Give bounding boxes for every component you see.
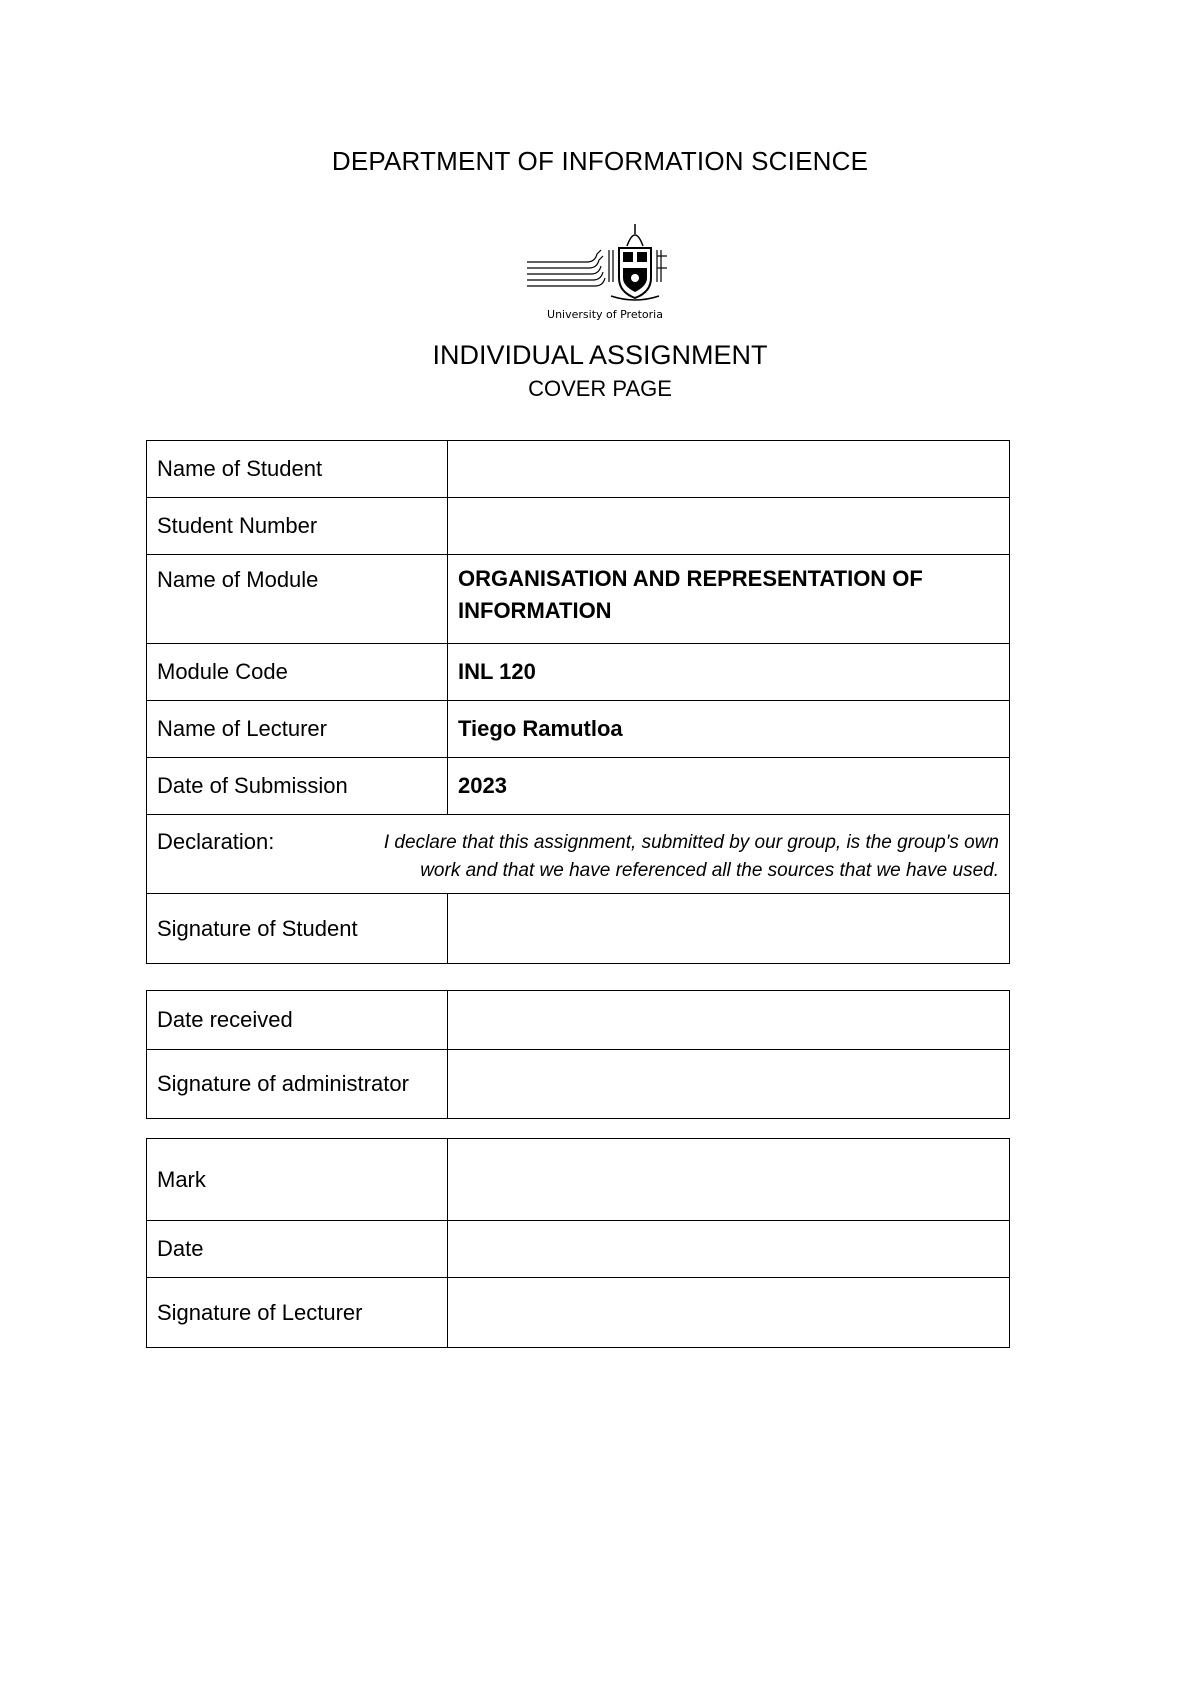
module-code-label: Module Code	[147, 644, 448, 701]
date-received-field[interactable]	[448, 991, 1010, 1050]
marking-date-field[interactable]	[448, 1221, 1010, 1278]
table-row	[147, 555, 1010, 644]
logo-wordmark: University of Pretoria	[547, 308, 663, 321]
mark-field[interactable]	[448, 1139, 1010, 1221]
submission-date-label: Date of Submission	[147, 758, 448, 815]
declaration-cell	[147, 815, 1010, 894]
table-row	[147, 1221, 1010, 1278]
assignment-title: INDIVIDUAL ASSIGNMENT	[432, 340, 768, 370]
table-row	[147, 644, 1010, 701]
admin-table	[146, 990, 1010, 1119]
module-code-value: INL 120	[448, 644, 1010, 701]
student-signature-field[interactable]	[448, 894, 1010, 964]
table-row	[147, 1050, 1010, 1119]
declaration-text-line2: work and that we have referenced all the sources that we have used.	[420, 860, 999, 881]
table-row	[147, 894, 1010, 964]
marking-table	[146, 1138, 1010, 1348]
marking-date-label: Date	[147, 1221, 448, 1278]
department-heading: DEPARTMENT OF INFORMATION SCIENCE	[331, 146, 869, 176]
table-row	[147, 701, 1010, 758]
table-row	[147, 991, 1010, 1050]
university-of-pretoria-logo	[527, 220, 683, 324]
table-row	[147, 498, 1010, 555]
lecturer-signature-field[interactable]	[448, 1278, 1010, 1348]
student-number-field[interactable]	[448, 498, 1010, 555]
student-signature-label: Signature of Student	[147, 894, 448, 964]
module-name-label: Name of Module	[147, 555, 448, 644]
table-row	[147, 758, 1010, 815]
declaration-text-line1: I declare that this assignment, submitted by our group, is the group's own	[383, 832, 999, 853]
admin-signature-label: Signature of administrator	[147, 1050, 448, 1119]
declaration-row	[147, 815, 1010, 894]
admin-signature-field[interactable]	[448, 1050, 1010, 1119]
date-received-label: Date received	[147, 991, 448, 1050]
module-name-value: ORGANISATION AND REPRESENTATION OF INFORMATION	[448, 555, 1010, 644]
declaration-label: Declaration:	[157, 829, 275, 854]
lecturer-name-value: Tiego Ramutloa	[448, 701, 1010, 758]
table-row	[147, 441, 1010, 498]
lecturer-name-label: Name of Lecturer	[147, 701, 448, 758]
cover-page-subtitle: COVER PAGE	[528, 376, 672, 401]
student-details-table	[146, 440, 1010, 964]
mark-label: Mark	[147, 1139, 448, 1221]
student-number-label: Student Number	[147, 498, 448, 555]
student-name-label: Name of Student	[147, 441, 448, 498]
table-row	[147, 1278, 1010, 1348]
lecturer-signature-label: Signature of Lecturer	[147, 1278, 448, 1348]
student-name-field[interactable]	[448, 441, 1010, 498]
submission-date-value: 2023	[448, 758, 1010, 815]
table-row	[147, 1139, 1010, 1221]
